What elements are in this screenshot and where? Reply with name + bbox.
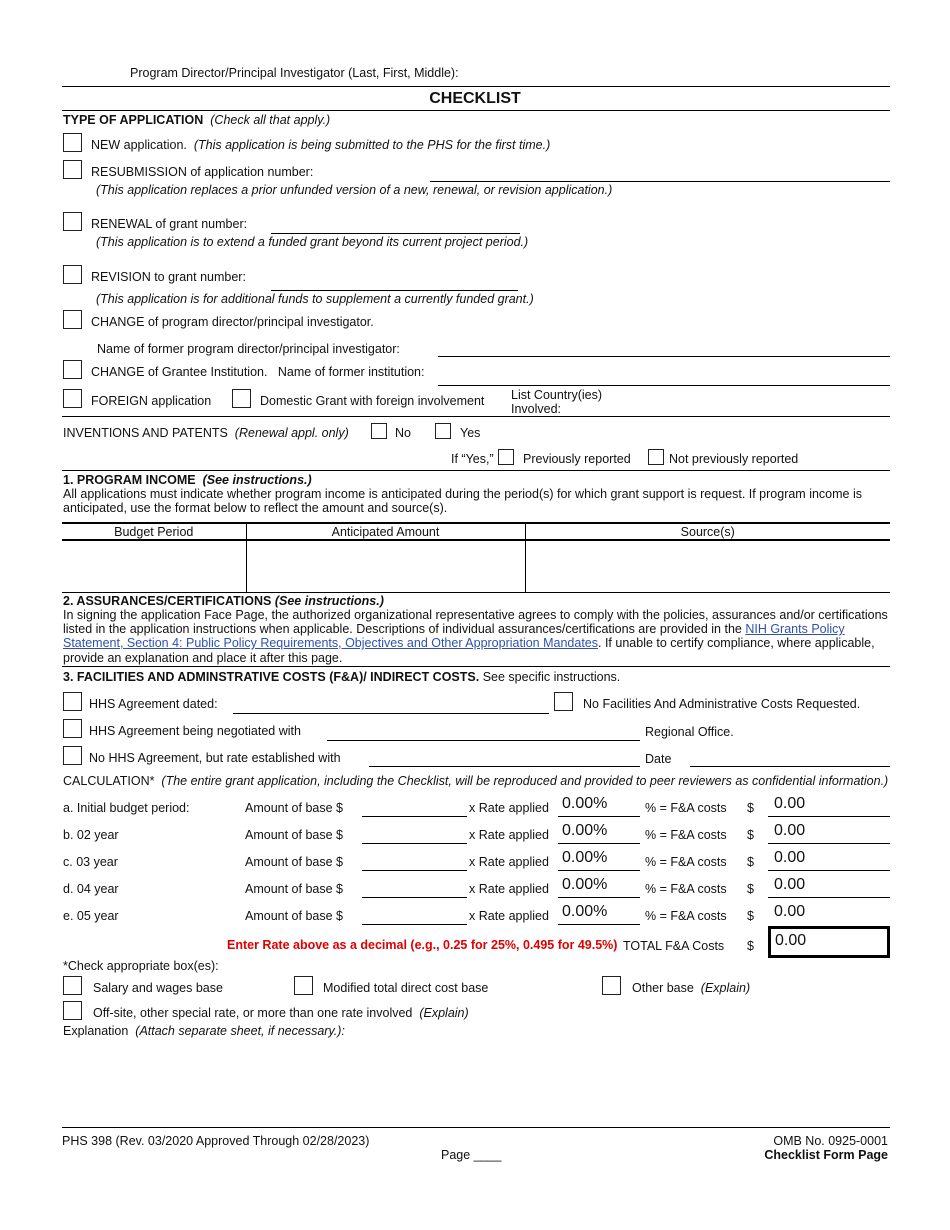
if-yes-label: If “Yes,” bbox=[451, 452, 494, 466]
former-pd-field[interactable] bbox=[438, 356, 890, 357]
rate-value[interactable]: 0.00% bbox=[562, 795, 608, 812]
calculation-label: CALCULATION* (The entire grant application, including the Checklist, will be reproduced and provided to peer reviewers as confidential information.) bbox=[63, 774, 889, 788]
renewal-note: (This application is to extend a funded grant beyond its current project period.) bbox=[96, 235, 529, 249]
offsite-label: Off-site, other special rate, or more than one rate involved (Explain) bbox=[93, 1006, 469, 1020]
previously-reported-label: Previously reported bbox=[523, 452, 631, 466]
regional-office-label: Regional Office. bbox=[645, 725, 734, 739]
cost-underline bbox=[768, 870, 890, 871]
rate-value[interactable]: 0.00% bbox=[562, 822, 608, 839]
domestic-foreign-label: Domestic Grant with foreign involvement bbox=[260, 394, 485, 408]
resubmission-checkbox[interactable] bbox=[63, 160, 82, 179]
anticipated-amount-cell[interactable] bbox=[246, 540, 525, 592]
amount-of-base-field[interactable] bbox=[362, 897, 467, 898]
amount-of-base-field[interactable] bbox=[362, 924, 467, 925]
budget-period-cell[interactable] bbox=[62, 540, 246, 592]
renewal-checkbox[interactable] bbox=[63, 212, 82, 231]
program-income-heading: 1. PROGRAM INCOME (See instructions.) bbox=[63, 473, 312, 487]
foreign-application-checkbox[interactable] bbox=[63, 389, 82, 408]
revision-label: REVISION to grant number: bbox=[91, 270, 246, 284]
pd-name-label: Program Director/Principal Investigator (Last, First, Middle): bbox=[130, 66, 459, 80]
dollar-sign: $ bbox=[747, 882, 754, 896]
hhs-negotiated-checkbox[interactable] bbox=[63, 719, 82, 738]
assurances-line-2: listed in the application instructions when applicable. Descriptions of individual assurances/certifications are provided in the NIH Grants Policy bbox=[63, 622, 845, 636]
inventions-no-checkbox[interactable] bbox=[371, 423, 387, 439]
not-previously-reported-label: Not previously reported bbox=[669, 452, 799, 466]
form-page-label: Checklist Form Page bbox=[764, 1148, 888, 1162]
hhs-negotiated-label: HHS Agreement being negotiated with bbox=[89, 724, 301, 738]
hhs-dated-field[interactable] bbox=[233, 713, 549, 714]
former-institution-field[interactable] bbox=[438, 385, 890, 386]
calc-row-label: c. 03 year bbox=[63, 855, 118, 869]
fa-costs-heading: 3. FACILITIES AND ADMINSTRATIVE COSTS (F&A)/ INDIRECT COSTS. See specific instructions. bbox=[63, 670, 621, 684]
fa-costs-label: % = F&A costs bbox=[645, 909, 727, 923]
form-id: PHS 398 (Rev. 03/2020 Approved Through 02/28/2023) bbox=[62, 1134, 370, 1148]
fa-cost-value[interactable]: 0.00 bbox=[774, 903, 806, 920]
rate-underline bbox=[558, 816, 640, 817]
nih-policy-link-2[interactable]: Statement, Section 4: Public Policy Requirements, Objectives and Other Appropriation Mandates bbox=[63, 636, 599, 650]
program-income-table bbox=[62, 522, 890, 592]
inventions-yes-checkbox[interactable] bbox=[435, 423, 451, 439]
rate-underline bbox=[558, 870, 640, 871]
salary-base-checkbox[interactable] bbox=[63, 976, 82, 995]
rate-established-field[interactable] bbox=[369, 766, 640, 767]
inventions-yes-label: Yes bbox=[460, 426, 481, 440]
previously-reported-checkbox[interactable] bbox=[498, 449, 514, 465]
change-grantee-label: CHANGE of Grantee Institution. Name of former institution: bbox=[91, 365, 425, 379]
total-dollar-sign: $ bbox=[747, 939, 754, 953]
change-grantee-checkbox[interactable] bbox=[63, 360, 82, 379]
change-pd-label: CHANGE of program director/principal investigator. bbox=[91, 315, 374, 329]
calc-row-label: e. 05 year bbox=[63, 909, 119, 923]
program-income-text-1: All applications must indicate whether program income is anticipated during the period(s) for which grant support is request. If program income is bbox=[63, 487, 862, 501]
check-boxes-label: *Check appropriate box(es): bbox=[63, 959, 219, 973]
pd-name-field[interactable] bbox=[460, 62, 880, 84]
revision-note: (This application is for additional funds to supplement a currently funded grant.) bbox=[96, 292, 534, 306]
dollar-sign: $ bbox=[747, 909, 754, 923]
page-title: CHECKLIST bbox=[429, 90, 521, 107]
rate-applied-label: x Rate applied bbox=[469, 855, 549, 869]
fa-cost-value[interactable]: 0.00 bbox=[774, 795, 806, 812]
mtdc-base-checkbox[interactable] bbox=[294, 976, 313, 995]
inventions-no-label: No bbox=[395, 426, 411, 440]
fa-costs-label: % = F&A costs bbox=[645, 882, 727, 896]
domestic-foreign-checkbox[interactable] bbox=[232, 389, 251, 408]
rate-underline bbox=[558, 924, 640, 925]
country-label: List Country(ies) Involved: bbox=[511, 388, 602, 416]
revision-number-field[interactable] bbox=[271, 290, 518, 291]
fa-cost-value[interactable]: 0.00 bbox=[774, 822, 806, 839]
amount-of-base-label: Amount of base $ bbox=[245, 882, 343, 896]
omb-number: OMB No. 0925-0001 bbox=[773, 1134, 888, 1148]
amount-of-base-label: Amount of base $ bbox=[245, 801, 343, 815]
sources-cell[interactable] bbox=[525, 540, 890, 592]
rate-underline bbox=[558, 897, 640, 898]
column-header-sources: Source(s) bbox=[525, 523, 890, 540]
fa-costs-label: % = F&A costs bbox=[645, 855, 727, 869]
program-income-text-2: anticipated, use the format below to reflect the amount and source(s). bbox=[63, 501, 448, 515]
mtdc-base-label: Modified total direct cost base bbox=[323, 981, 489, 995]
nih-policy-link-1[interactable]: NIH Grants Policy bbox=[745, 622, 845, 636]
hhs-dated-label: HHS Agreement dated: bbox=[89, 697, 218, 711]
type-of-application-heading: TYPE OF APPLICATION (Check all that apply.) bbox=[63, 113, 331, 127]
dollar-sign: $ bbox=[747, 801, 754, 815]
fa-cost-value[interactable]: 0.00 bbox=[774, 876, 806, 893]
date-field[interactable] bbox=[690, 766, 890, 767]
foreign-application-label: FOREIGN application bbox=[91, 394, 212, 408]
amount-of-base-label: Amount of base $ bbox=[245, 828, 343, 842]
rate-underline bbox=[558, 843, 640, 844]
other-base-label: Other base (Explain) bbox=[632, 981, 751, 995]
amount-of-base-field[interactable] bbox=[362, 843, 467, 844]
rate-applied-label: x Rate applied bbox=[469, 801, 549, 815]
cost-underline bbox=[768, 816, 890, 817]
calc-row-label: a. Initial budget period: bbox=[63, 801, 190, 815]
assurances-heading: 2. ASSURANCES/CERTIFICATIONS (See instructions.) bbox=[63, 594, 384, 608]
cost-underline bbox=[768, 897, 890, 898]
column-header-budget-period: Budget Period bbox=[62, 523, 246, 540]
rate-value[interactable]: 0.00% bbox=[562, 849, 608, 866]
other-base-checkbox[interactable] bbox=[602, 976, 621, 995]
page-number: Page ____ bbox=[441, 1148, 502, 1162]
former-pd-label: Name of former program director/principal investigator: bbox=[97, 342, 400, 356]
new-application-label: NEW application. (This application is being submitted to the PHS for the first time.) bbox=[91, 138, 551, 152]
rate-value[interactable]: 0.00% bbox=[562, 903, 608, 920]
new-application-checkbox[interactable] bbox=[63, 133, 82, 152]
rate-applied-label: x Rate applied bbox=[469, 909, 549, 923]
calc-row-label: b. 02 year bbox=[63, 828, 119, 842]
amount-of-base-field[interactable] bbox=[362, 816, 467, 817]
offsite-checkbox[interactable] bbox=[63, 1001, 82, 1020]
no-hhs-label: No HHS Agreement, but rate established with bbox=[89, 751, 341, 765]
explanation-field[interactable] bbox=[63, 1042, 890, 1122]
hhs-negotiated-field[interactable] bbox=[327, 740, 640, 741]
resubmission-note: (This application replaces a prior unfunded version of a new, renewal, or revision application.) bbox=[96, 183, 613, 197]
total-fa-value[interactable]: 0.00 bbox=[775, 932, 807, 949]
assurances-line-1: In signing the application Face Page, the authorized organizational representative agrees to comply with the policies, assurances and/or certifications bbox=[63, 608, 888, 622]
change-pd-checkbox[interactable] bbox=[63, 310, 82, 329]
hhs-dated-checkbox[interactable] bbox=[63, 692, 82, 711]
total-fa-label: TOTAL F&A Costs bbox=[623, 939, 725, 953]
renewal-number-field[interactable] bbox=[271, 233, 520, 234]
dollar-sign: $ bbox=[747, 828, 754, 842]
resubmission-label: RESUBMISSION of application number: bbox=[91, 165, 314, 179]
not-previously-reported-checkbox[interactable] bbox=[648, 449, 664, 465]
rate-hint: Enter Rate above as a decimal (e.g., 0.25 for 25%, 0.495 for 49.5%) bbox=[227, 938, 618, 952]
date-label: Date bbox=[645, 752, 672, 766]
explanation-label: Explanation (Attach separate sheet, if necessary.): bbox=[63, 1024, 345, 1038]
renewal-label: RENEWAL of grant number: bbox=[91, 217, 248, 231]
rate-value[interactable]: 0.00% bbox=[562, 876, 608, 893]
rate-applied-label: x Rate applied bbox=[469, 882, 549, 896]
salary-base-label: Salary and wages base bbox=[93, 981, 223, 995]
calc-row-label: d. 04 year bbox=[63, 882, 119, 896]
assurances-line-4: provide an explanation and place it after this page. bbox=[63, 651, 343, 665]
cost-underline bbox=[768, 843, 890, 844]
amount-of-base-field[interactable] bbox=[362, 870, 467, 871]
fa-costs-label: % = F&A costs bbox=[645, 801, 727, 815]
dollar-sign: $ bbox=[747, 855, 754, 869]
assurances-line-3: Statement, Section 4: Public Policy Requirements, Objectives and Other Appropriation Mandates. If unable to certify compliance, where applicable, bbox=[63, 636, 875, 650]
fa-costs-label: % = F&A costs bbox=[645, 828, 727, 842]
no-hhs-checkbox[interactable] bbox=[63, 746, 82, 765]
no-fa-label: No Facilities And Administrative Costs Requested. bbox=[583, 697, 861, 711]
resubmission-number-field[interactable] bbox=[430, 181, 890, 182]
rate-applied-label: x Rate applied bbox=[469, 828, 549, 842]
inventions-label: INVENTIONS AND PATENTS (Renewal appl. only) bbox=[63, 426, 349, 440]
country-field[interactable] bbox=[610, 392, 890, 414]
amount-of-base-label: Amount of base $ bbox=[245, 855, 343, 869]
fa-cost-value[interactable]: 0.00 bbox=[774, 849, 806, 866]
amount-of-base-label: Amount of base $ bbox=[245, 909, 343, 923]
column-header-anticipated-amount: Anticipated Amount bbox=[246, 523, 525, 540]
revision-checkbox[interactable] bbox=[63, 265, 82, 284]
no-fa-checkbox[interactable] bbox=[554, 692, 573, 711]
